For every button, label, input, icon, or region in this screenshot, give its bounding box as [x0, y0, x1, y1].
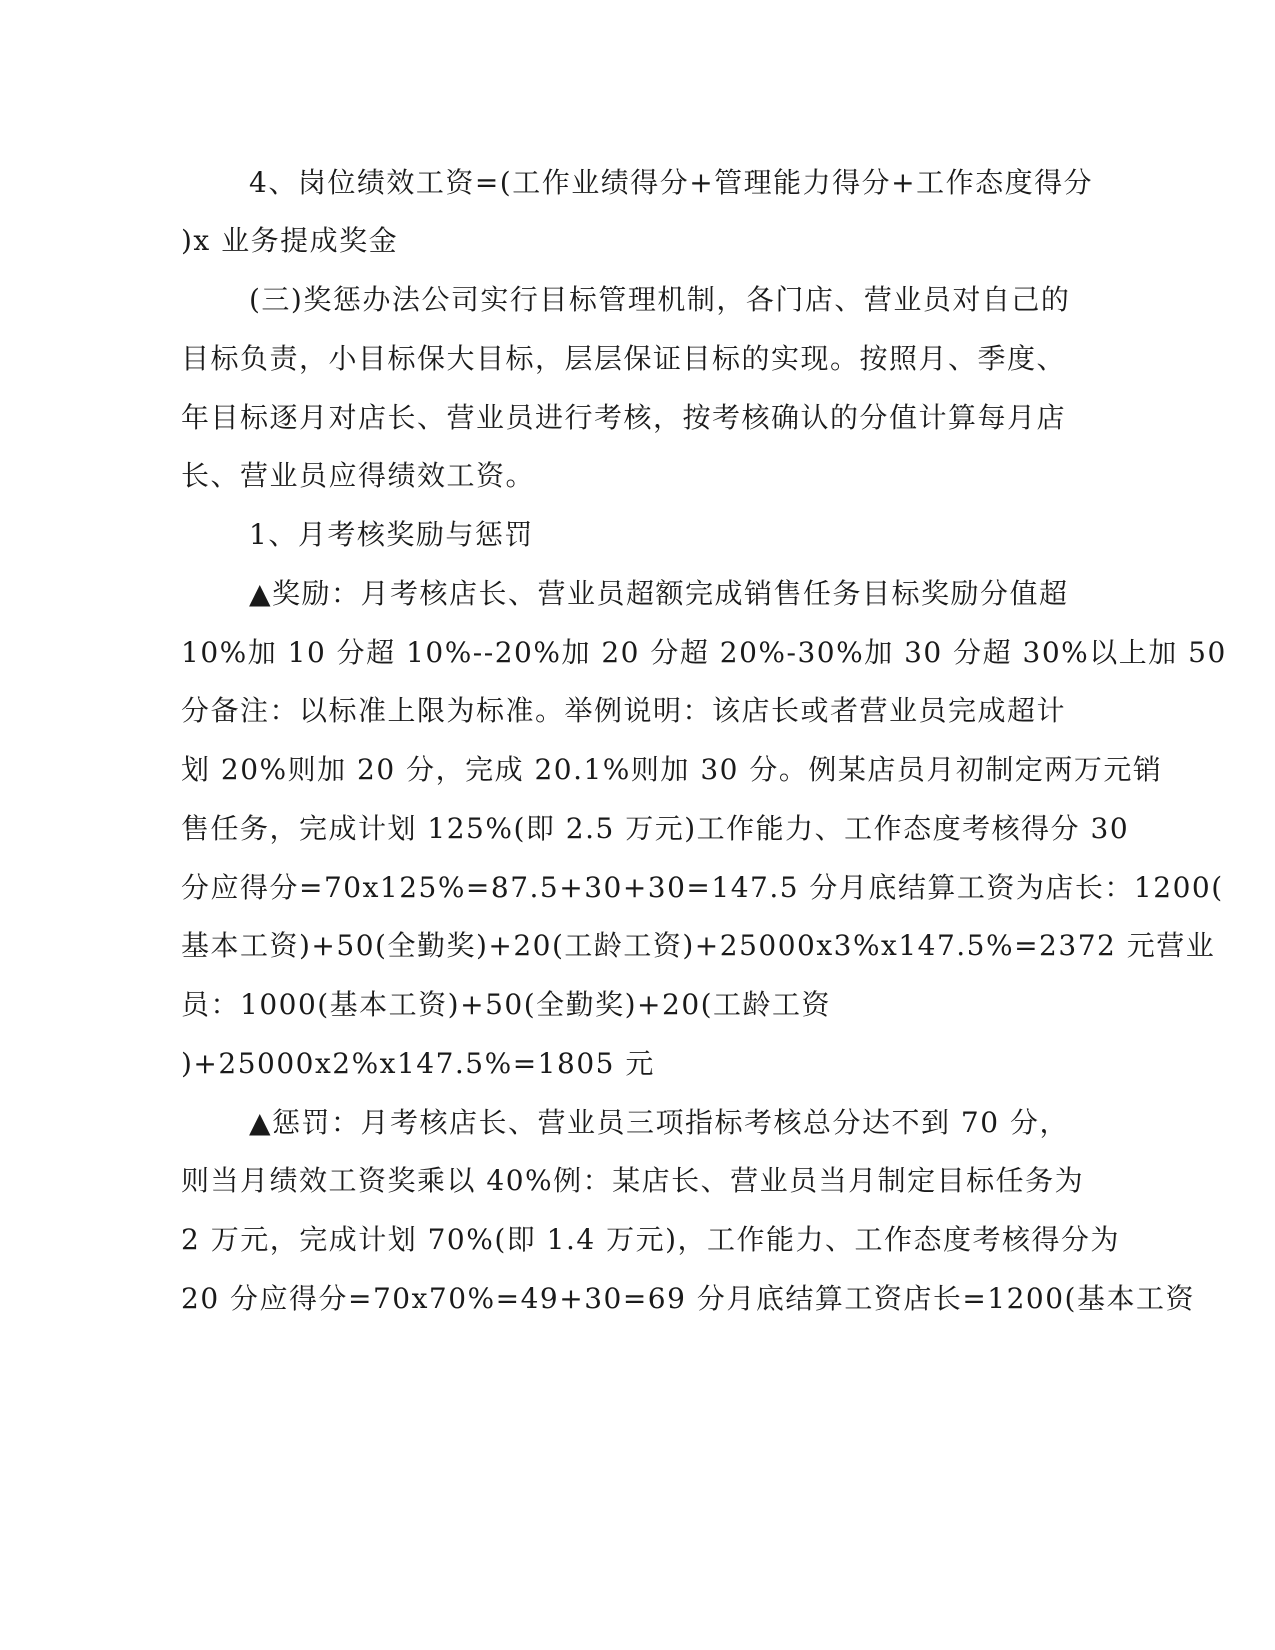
text-line: 划 20%则加 20 分，完成 20.1%则加 30 分。例某店员月初制定两万元销 — [181, 753, 1163, 786]
text-line: 长、营业员应得绩效工资。 — [181, 459, 536, 492]
text-line: 10%加 10 分超 10%--20%加 20 分超 20%-30%加 30 分超 30%以上加 50 — [181, 636, 1227, 669]
text-line: )x 业务提成奖金 — [181, 224, 399, 257]
text-line: 1、月考核奖励与惩罚 — [249, 518, 534, 551]
text-line: 则当月绩效工资奖乘以 40%例：某店长、营业员当月制定目标任务为 — [181, 1164, 1085, 1197]
text-line: (三)奖惩办法公司实行目标管理机制，各门店、营业员对自己的 — [249, 283, 1071, 316]
text-line: 分应得分=70x125%=87.5+30+30=147.5 分月底结算工资为店长：1200( — [181, 871, 1224, 904]
text-line: )+25000x2%x147.5%=1805 元 — [181, 1047, 655, 1080]
text-line: 目标负责，小目标保大目标，层层保证目标的实现。按照月、季度、 — [181, 342, 1067, 375]
text-line: 分备注：以标准上限为标准。举例说明：该店长或者营业员完成超计 — [181, 694, 1067, 727]
text-line: 4、岗位绩效工资=(工作业绩得分+管理能力得分+工作态度得分 — [249, 166, 1094, 199]
text-line: 年目标逐月对店长、营业员进行考核，按考核确认的分值计算每月店 — [181, 401, 1067, 434]
text-line: 员：1000(基本工资)+50(全勤奖)+20(工龄工资 — [181, 988, 832, 1021]
text-line: 2 万元，完成计划 70%(即 1.4 万元)，工作能力、工作态度考核得分为 — [181, 1223, 1121, 1256]
text-line: 20 分应得分=70x70%=49+30=69 分月底结算工资店长=1200(基本工资 — [181, 1282, 1195, 1315]
text-line: 售任务，完成计划 125%(即 2.5 万元)工作能力、工作态度考核得分 30 — [181, 812, 1130, 845]
text-line: 基本工资)+50(全勤奖)+20(工龄工资)+25000x3%x147.5%=2372 元营业 — [181, 929, 1216, 962]
text-line: ▲奖励：月考核店长、营业员超额完成销售任务目标奖励分值超 — [249, 577, 1069, 610]
text-line: ▲惩罚：月考核店长、营业员三项指标考核总分达不到 70 分， — [249, 1106, 1069, 1139]
